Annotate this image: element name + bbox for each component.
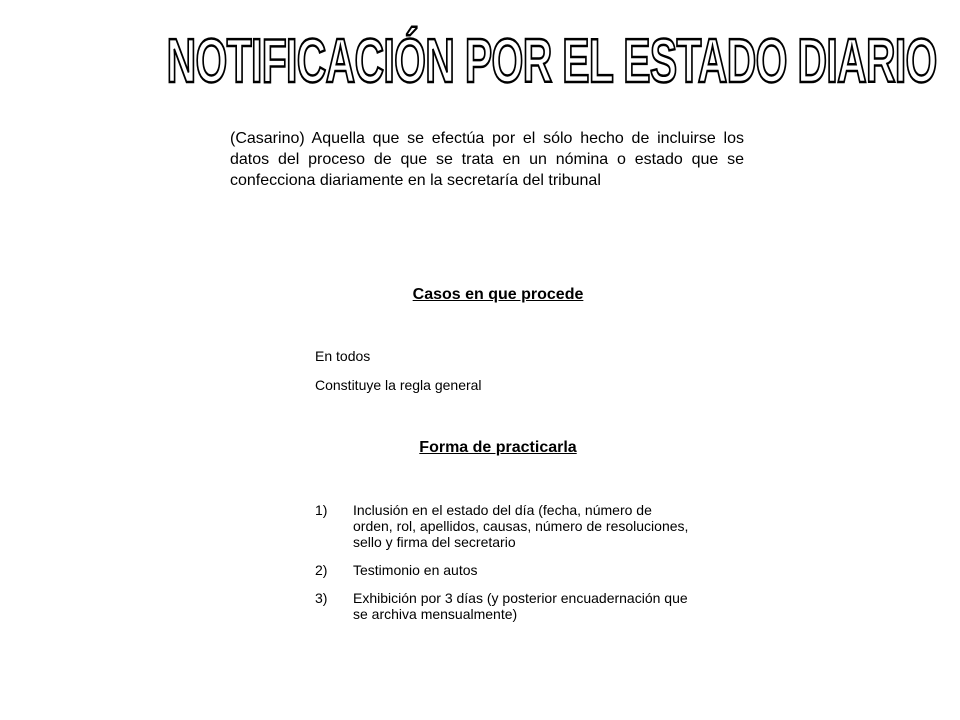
list-item [315,590,695,622]
list-number: 2) [315,562,328,578]
cases-heading: Casos en que procede [412,286,584,303]
list-item [315,562,695,578]
list-item: En todos [315,348,371,364]
form-steps-list [315,502,695,634]
list-item: Constituye la regla general [315,377,482,393]
list-item [315,502,695,550]
list-number: 1) [315,502,328,518]
list-number: 3) [315,590,328,606]
list-text: Testimonio en autos [353,562,478,578]
list-text: Exhibición por 3 días (y posterior encuadernación que se archiva mensualmente) [353,590,688,622]
list-text: Inclusión en el estado del día (fecha, número de orden, rol, apellidos, causas, número de resoluciones, sello y firma del secretario [353,502,689,550]
intro-paragraph: (Casarino) Aquella que se efectúa por el sólo hecho de incluirse los datos del proceso de que se trata en un nómina o estado que se confecciona diariamente en la secretaría del tribunal [230,130,744,189]
cases-list [315,348,482,406]
page-title: NOTIFICACIÓN POR EL ESTADO DIARIO [166,27,937,96]
form-heading: Forma de practicarla [419,439,577,456]
